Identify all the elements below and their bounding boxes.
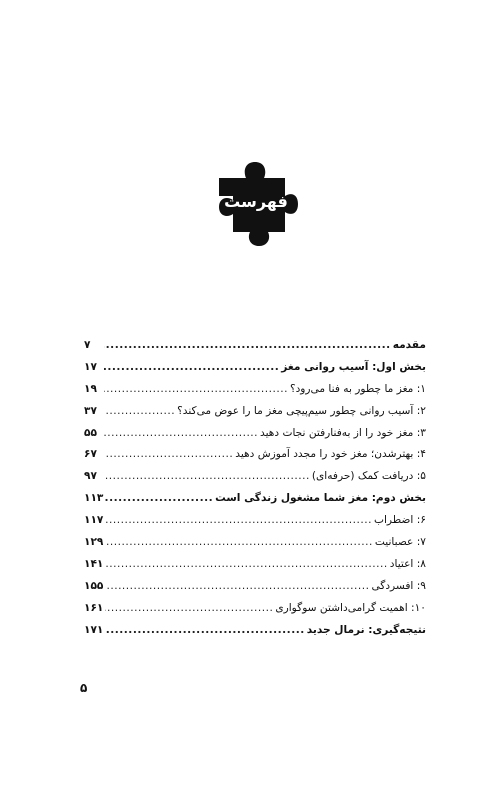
toc-entry — [84, 554, 426, 576]
dot-leader — [104, 379, 288, 401]
toc-entry-page: ۱۴۱ — [84, 557, 104, 570]
toc-entry — [84, 466, 426, 488]
toc-entry — [84, 620, 426, 642]
toc-entry-title: ۱: مغز ما چطور به فنا می‌رود؟ — [289, 382, 426, 395]
toc-entry — [84, 335, 426, 357]
dot-leader — [105, 554, 387, 576]
toc-entry-page: ۹۷ — [84, 470, 97, 483]
dot-leader — [104, 423, 258, 445]
toc-entry — [84, 401, 426, 423]
toc-entry-page: ۱۱۳ — [84, 492, 104, 505]
toc-entry-page: ۱۹ — [84, 382, 97, 395]
toc-entry-page: ۱۲۹ — [84, 536, 104, 549]
toc-entry-title: ۹: افسردگی — [371, 579, 426, 592]
dot-leader — [105, 488, 213, 510]
dot-leader — [104, 357, 279, 379]
dot-leader — [104, 444, 233, 466]
puzzle-piece-icon — [213, 158, 299, 248]
page-number: ۵ — [80, 681, 88, 695]
toc-entry-title: نتیجه‌گیری: نرمال جدید — [306, 623, 426, 636]
toc-entry-title: بخش دوم: مغز شما مشغول زندگی است — [215, 492, 426, 505]
toc-entry-page: ۱۷ — [84, 360, 97, 373]
toc-entry-title: ۷: عصبانیت — [374, 536, 426, 549]
toc-entry-title: ۱۰: اهمیت گرامی‌داشتن سوگواری — [275, 601, 426, 614]
dot-leader — [105, 620, 304, 642]
toc-entry-title: ۴: بهترشدن؛ مغز خود را مجدد آموزش دهید — [235, 448, 426, 461]
toc-entry-title: ۸: اعتیاد — [389, 557, 426, 570]
toc-entry-title: مقدمه — [392, 339, 426, 351]
dot-leader — [104, 401, 175, 423]
toc-heading: فهرست — [224, 192, 288, 211]
toc-entry-page: ۱۶۱ — [84, 601, 104, 614]
toc-entry-page: ۵۵ — [84, 426, 97, 439]
toc-entry-page: ۱۵۵ — [84, 579, 104, 592]
toc-entry — [84, 598, 426, 620]
toc-entry — [84, 357, 426, 379]
dot-leader — [105, 510, 372, 532]
toc-entry-title: ۵: دریافت کمک (حرفه‌ای) — [311, 470, 426, 483]
toc-entry — [84, 379, 426, 401]
table-of-contents — [84, 335, 426, 641]
toc-entry-page: ۱۱۷ — [84, 514, 104, 527]
toc-entry-page: ۷ — [84, 339, 91, 351]
dot-leader — [104, 335, 391, 357]
dot-leader — [105, 598, 273, 620]
dot-leader — [105, 532, 372, 554]
toc-entry-page: ۱۷۱ — [84, 623, 104, 636]
toc-entry — [84, 576, 426, 598]
toc-entry-title: بخش اول: آسیب روانی مغز — [281, 360, 426, 373]
toc-entry — [84, 532, 426, 554]
toc-entry-page: ۶۷ — [84, 448, 97, 461]
toc-entry — [84, 444, 426, 466]
toc-entry-page: ۳۷ — [84, 404, 97, 417]
toc-entry-title: ۶: اضطراب — [373, 514, 426, 527]
dot-leader — [104, 466, 310, 488]
toc-entry-title: ۲: آسیب روانی چطور سیم‌پیچی مغز ما را عوض می‌کند؟ — [177, 404, 426, 417]
toc-entry-title: ۳: مغز خود را از به‌فنارفتن نجات دهید — [260, 426, 426, 439]
toc-entry — [84, 488, 426, 510]
dot-leader — [105, 576, 369, 598]
toc-entry — [84, 423, 426, 445]
toc-entry — [84, 510, 426, 532]
